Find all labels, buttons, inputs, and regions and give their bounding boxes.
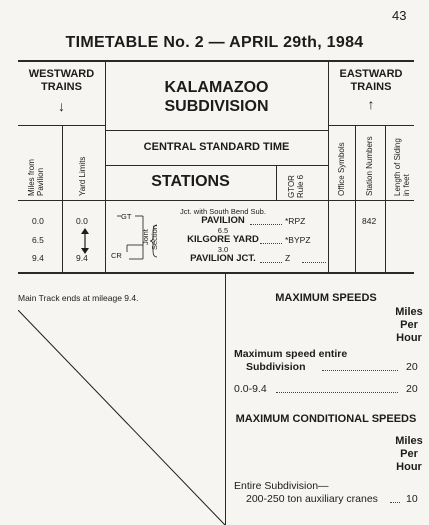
leader-dots [390, 502, 400, 503]
leader-dots [260, 243, 282, 244]
page-number: 43 [392, 8, 407, 23]
max-speed-entire-value: 20 [406, 361, 418, 373]
col-header-gtor: GTOR Rule 6 [287, 174, 305, 198]
office-symbol: *BYPZ [285, 235, 311, 245]
track-mark-cr: CR [111, 251, 122, 260]
subdivision-name: KALAMAZOO SUBDIVISION [164, 79, 269, 115]
divider-miles-yard [62, 125, 63, 272]
miles-value: 6.5 [32, 235, 44, 245]
max-speed-range-label: 0.0-9.4 [234, 383, 267, 395]
joint-section-label: Joint Section [141, 224, 159, 250]
track-mark-gt: GT [121, 212, 132, 221]
conditional-speeds-unit: Miles Per Hour [395, 435, 423, 473]
station-number: 842 [362, 216, 377, 226]
col-header-miles: Miles from Pavilion [27, 159, 45, 196]
leader-dots [260, 262, 282, 263]
miles-value: 0.0 [32, 216, 44, 226]
col-header-siding: Length of Siding in feet [393, 138, 411, 196]
junction-note: Jct. with South Bend Sub. [180, 207, 266, 216]
conditional-speed-label: Entire Subdivision— 200-250 ton auxiliary cranes [234, 480, 378, 505]
max-speed-range-value: 20 [406, 383, 418, 395]
office-symbol: *RPZ [285, 216, 306, 226]
col-header-yard-limits: Yard Limits [78, 156, 87, 196]
leader-dots [322, 370, 398, 371]
rule-under-eastward [328, 125, 414, 126]
leader-dots [276, 392, 398, 393]
conditional-speeds-heading: MAXIMUM CONDITIONAL SPEEDS [235, 413, 417, 425]
eastward-label: EASTWARD TRAINS [339, 68, 403, 93]
max-speeds-heading: MAXIMUM SPEEDS [275, 292, 377, 304]
main-track-note: Main Track ends at mileage 9.4. [18, 293, 139, 303]
divider-office-number [355, 125, 356, 272]
max-speed-entire-label: Maximum speed entire Subdivision [234, 348, 348, 373]
col-header-office-symbols: Office Symbols [337, 142, 346, 196]
divider-number-siding [385, 125, 386, 272]
rule-under-timezone [105, 165, 328, 166]
leader-dots [250, 224, 282, 225]
westward-arrow-icon: ↓ [58, 98, 65, 114]
yard-limit-value: 0.0 [76, 216, 88, 226]
yard-limit-value: 9.4 [76, 253, 88, 263]
station-name: KILGORE YARD [187, 234, 259, 245]
col-header-station-numbers: Station Numbers [365, 136, 374, 196]
station-name: PAVILION [201, 215, 245, 226]
leader-dots [302, 262, 326, 263]
yard-limits-range-arrow-icon [78, 228, 92, 254]
void-diagonal-line [18, 310, 226, 525]
conditional-speed-value: 10 [406, 493, 418, 505]
station-distance: 3.0 [217, 245, 229, 254]
table-top-rule [18, 60, 414, 62]
rule-under-subdivision [105, 130, 328, 131]
office-symbol: Z [285, 253, 291, 263]
eastward-arrow-icon: ↑ [367, 96, 375, 112]
divider-gtor [276, 165, 277, 200]
station-distance: 6.5 [217, 226, 229, 235]
westward-label: WESTWARD TRAINS [28, 68, 95, 93]
stations-header: STATIONS [151, 173, 230, 190]
time-zone: CENTRAL STANDARD TIME [143, 141, 290, 153]
station-name: PAVILION JCT. [190, 253, 256, 264]
max-speeds-unit: Miles Per Hour [395, 306, 423, 344]
timetable-title: TIMETABLE No. 2 — APRIL 29th, 1984 [65, 34, 364, 51]
miles-value: 9.4 [32, 253, 44, 263]
table-bottom-rule [18, 272, 414, 274]
rule-under-westward [18, 125, 105, 126]
